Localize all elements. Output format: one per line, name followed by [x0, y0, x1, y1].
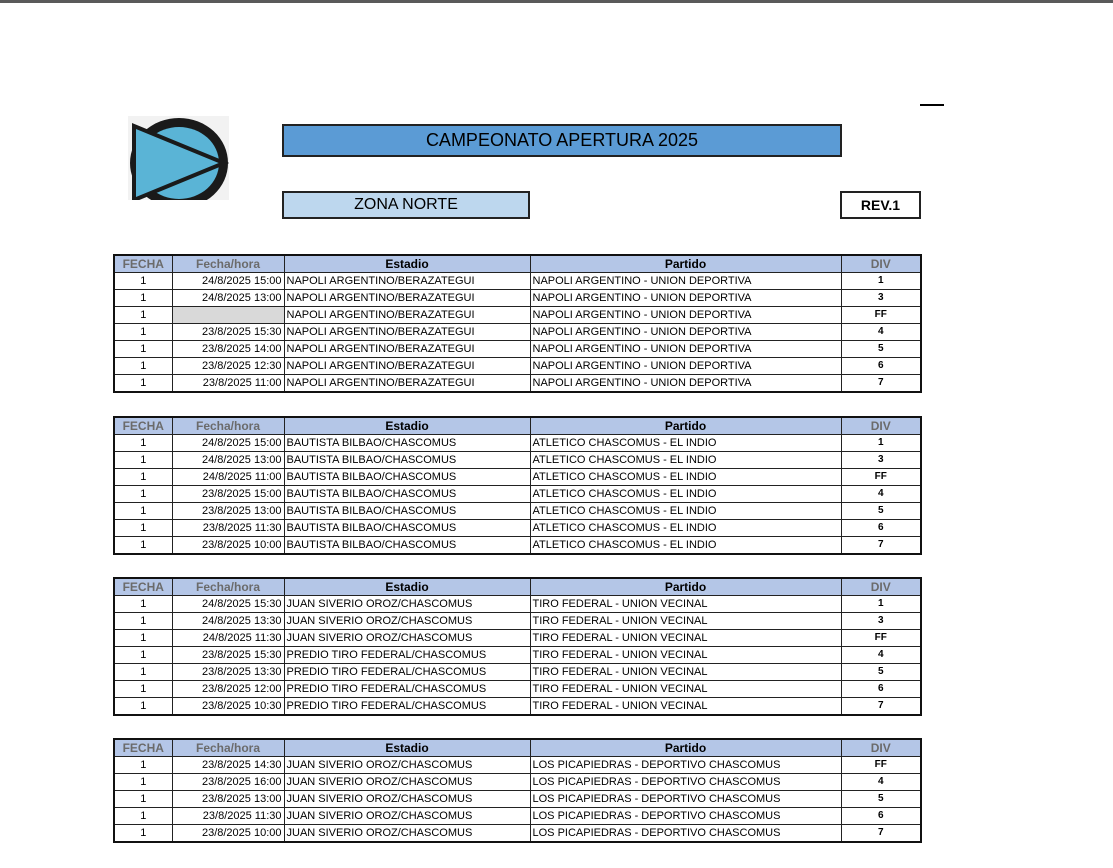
cell-match: ATLETICO CHASCOMUS - EL INDIO [530, 520, 841, 537]
cell-match: LOS PICAPIEDRAS - DEPORTIVO CHASCOMUS [530, 808, 841, 825]
table-row [114, 613, 921, 630]
cell-fecha: 1 [114, 808, 172, 825]
table-header-row [114, 417, 921, 435]
cell-div: 4 [841, 324, 921, 341]
table-header-row [114, 739, 921, 757]
column-header-fecha: FECHA [114, 578, 172, 596]
table-row [114, 757, 921, 774]
cell-stadium: NAPOLI ARGENTINO/BERAZATEGUI [284, 358, 530, 375]
table-row [114, 664, 921, 681]
cell-div: 3 [841, 613, 921, 630]
table-row [114, 503, 921, 520]
cell-fecha: 1 [114, 341, 172, 358]
cell-datetime: 24/8/2025 13:00 [172, 290, 284, 307]
column-header-fecha-hora: Fecha/hora [172, 578, 284, 596]
cell-datetime: 24/8/2025 13:00 [172, 452, 284, 469]
cell-fecha: 1 [114, 681, 172, 698]
cell-datetime [172, 307, 284, 324]
cell-match: TIRO FEDERAL - UNION VECINAL [530, 664, 841, 681]
cell-div: 1 [841, 596, 921, 613]
cell-fecha: 1 [114, 613, 172, 630]
cell-fecha: 1 [114, 664, 172, 681]
cell-datetime: 24/8/2025 13:30 [172, 613, 284, 630]
cell-match: NAPOLI ARGENTINO - UNION DEPORTIVA [530, 375, 841, 393]
cell-datetime: 24/8/2025 15:30 [172, 596, 284, 613]
cell-stadium: NAPOLI ARGENTINO/BERAZATEGUI [284, 324, 530, 341]
cell-fecha: 1 [114, 757, 172, 774]
cell-stadium: JUAN SIVERIO OROZ/CHASCOMUS [284, 757, 530, 774]
cell-div: 1 [841, 273, 921, 290]
cell-stadium: NAPOLI ARGENTINO/BERAZATEGUI [284, 341, 530, 358]
cell-stadium: NAPOLI ARGENTINO/BERAZATEGUI [284, 375, 530, 393]
cell-match: ATLETICO CHASCOMUS - EL INDIO [530, 486, 841, 503]
top-border-line [0, 0, 1113, 3]
cell-stadium: BAUTISTA BILBAO/CHASCOMUS [284, 435, 530, 452]
cell-div: 5 [841, 664, 921, 681]
cell-match: NAPOLI ARGENTINO - UNION DEPORTIVA [530, 307, 841, 324]
cell-match: TIRO FEDERAL - UNION VECINAL [530, 613, 841, 630]
cell-fecha: 1 [114, 647, 172, 664]
cell-stadium: BAUTISTA BILBAO/CHASCOMUS [284, 520, 530, 537]
cell-datetime: 23/8/2025 10:00 [172, 825, 284, 843]
cell-stadium: NAPOLI ARGENTINO/BERAZATEGUI [284, 290, 530, 307]
cell-datetime: 24/8/2025 11:00 [172, 469, 284, 486]
cell-stadium: PREDIO TIRO FEDERAL/CHASCOMUS [284, 664, 530, 681]
cell-div: 6 [841, 358, 921, 375]
cell-datetime: 23/8/2025 11:30 [172, 808, 284, 825]
column-header-estadio: Estadio [284, 578, 530, 596]
schedule-table [113, 738, 922, 843]
cell-div: 6 [841, 520, 921, 537]
cell-match: NAPOLI ARGENTINO - UNION DEPORTIVA [530, 341, 841, 358]
cell-match: NAPOLI ARGENTINO - UNION DEPORTIVA [530, 324, 841, 341]
cell-stadium: JUAN SIVERIO OROZ/CHASCOMUS [284, 630, 530, 647]
cell-datetime: 23/8/2025 16:00 [172, 774, 284, 791]
cell-match: NAPOLI ARGENTINO - UNION DEPORTIVA [530, 273, 841, 290]
cell-stadium: BAUTISTA BILBAO/CHASCOMUS [284, 452, 530, 469]
championship-title: CAMPEONATO APERTURA 2025 [282, 124, 842, 157]
cell-fecha: 1 [114, 358, 172, 375]
league-logo [128, 116, 229, 210]
column-header-fecha-hora: Fecha/hora [172, 417, 284, 435]
column-header-div: DIV [841, 739, 921, 757]
cell-fecha: 1 [114, 698, 172, 716]
cell-datetime: 24/8/2025 15:00 [172, 435, 284, 452]
table-row [114, 358, 921, 375]
cell-datetime: 23/8/2025 11:00 [172, 375, 284, 393]
cell-stadium: BAUTISTA BILBAO/CHASCOMUS [284, 486, 530, 503]
cell-div: 3 [841, 290, 921, 307]
cell-fecha: 1 [114, 435, 172, 452]
cell-fecha: 1 [114, 324, 172, 341]
cell-div: 4 [841, 486, 921, 503]
cell-fecha: 1 [114, 273, 172, 290]
cell-stadium: JUAN SIVERIO OROZ/CHASCOMUS [284, 774, 530, 791]
column-header-partido: Partido [530, 417, 841, 435]
cell-div: FF [841, 307, 921, 324]
column-header-partido: Partido [530, 578, 841, 596]
cell-match: ATLETICO CHASCOMUS - EL INDIO [530, 452, 841, 469]
table-row [114, 698, 921, 716]
cell-stadium: JUAN SIVERIO OROZ/CHASCOMUS [284, 808, 530, 825]
cell-datetime: 23/8/2025 10:00 [172, 537, 284, 555]
cell-datetime: 23/8/2025 10:30 [172, 698, 284, 716]
zone-label: ZONA NORTE [282, 191, 530, 219]
column-header-div: DIV [841, 417, 921, 435]
cell-match: ATLETICO CHASCOMUS - EL INDIO [530, 435, 841, 452]
cell-div: FF [841, 469, 921, 486]
cell-stadium: JUAN SIVERIO OROZ/CHASCOMUS [284, 613, 530, 630]
column-header-fecha: FECHA [114, 739, 172, 757]
cell-datetime: 23/8/2025 11:30 [172, 520, 284, 537]
table-row [114, 486, 921, 503]
table-row [114, 520, 921, 537]
cell-datetime: 23/8/2025 13:00 [172, 791, 284, 808]
column-header-estadio: Estadio [284, 417, 530, 435]
table-row [114, 774, 921, 791]
cell-datetime: 23/8/2025 12:00 [172, 681, 284, 698]
table-row [114, 596, 921, 613]
cell-fecha: 1 [114, 537, 172, 555]
cell-match: LOS PICAPIEDRAS - DEPORTIVO CHASCOMUS [530, 757, 841, 774]
table-row [114, 791, 921, 808]
cell-fecha: 1 [114, 791, 172, 808]
table-row [114, 324, 921, 341]
table-header-row [114, 255, 921, 273]
cell-stadium: BAUTISTA BILBAO/CHASCOMUS [284, 469, 530, 486]
cell-div: 1 [841, 435, 921, 452]
cell-match: LOS PICAPIEDRAS - DEPORTIVO CHASCOMUS [530, 774, 841, 791]
table-row [114, 375, 921, 393]
column-header-fecha-hora: Fecha/hora [172, 255, 284, 273]
table-row [114, 290, 921, 307]
cell-div: 5 [841, 503, 921, 520]
table-row [114, 630, 921, 647]
cell-stadium: NAPOLI ARGENTINO/BERAZATEGUI [284, 307, 530, 324]
cell-fecha: 1 [114, 486, 172, 503]
cell-datetime: 23/8/2025 15:30 [172, 324, 284, 341]
column-header-estadio: Estadio [284, 739, 530, 757]
table-row [114, 273, 921, 290]
table-row [114, 681, 921, 698]
cell-stadium: JUAN SIVERIO OROZ/CHASCOMUS [284, 596, 530, 613]
cell-div: 6 [841, 808, 921, 825]
table-row [114, 808, 921, 825]
cell-fecha: 1 [114, 307, 172, 324]
table-row [114, 341, 921, 358]
cell-datetime: 23/8/2025 13:00 [172, 503, 284, 520]
cell-div: 5 [841, 791, 921, 808]
cell-stadium: BAUTISTA BILBAO/CHASCOMUS [284, 503, 530, 520]
cell-div: 5 [841, 341, 921, 358]
cell-fecha: 1 [114, 469, 172, 486]
cell-match: LOS PICAPIEDRAS - DEPORTIVO CHASCOMUS [530, 791, 841, 808]
cell-stadium: PREDIO TIRO FEDERAL/CHASCOMUS [284, 698, 530, 716]
cell-datetime: 23/8/2025 14:30 [172, 757, 284, 774]
cell-fecha: 1 [114, 825, 172, 843]
cell-datetime: 23/8/2025 12:30 [172, 358, 284, 375]
cell-datetime: 23/8/2025 13:30 [172, 664, 284, 681]
column-header-fecha: FECHA [114, 417, 172, 435]
cell-div: 7 [841, 698, 921, 716]
cell-stadium: NAPOLI ARGENTINO/BERAZATEGUI [284, 273, 530, 290]
cell-fecha: 1 [114, 774, 172, 791]
table-row [114, 537, 921, 555]
cell-div: FF [841, 757, 921, 774]
cell-match: NAPOLI ARGENTINO - UNION DEPORTIVA [530, 358, 841, 375]
cell-match: TIRO FEDERAL - UNION VECINAL [530, 647, 841, 664]
cell-fecha: 1 [114, 290, 172, 307]
cell-datetime: 23/8/2025 15:00 [172, 486, 284, 503]
table-header-row [114, 578, 921, 596]
cell-div: 7 [841, 375, 921, 393]
table-row [114, 307, 921, 324]
cell-div: 3 [841, 452, 921, 469]
cell-div: 4 [841, 647, 921, 664]
dash-mark [920, 104, 944, 106]
cell-match: ATLETICO CHASCOMUS - EL INDIO [530, 469, 841, 486]
cell-stadium: JUAN SIVERIO OROZ/CHASCOMUS [284, 825, 530, 843]
cell-match: TIRO FEDERAL - UNION VECINAL [530, 630, 841, 647]
cell-match: LOS PICAPIEDRAS - DEPORTIVO CHASCOMUS [530, 825, 841, 843]
cell-stadium: PREDIO TIRO FEDERAL/CHASCOMUS [284, 647, 530, 664]
cell-fecha: 1 [114, 630, 172, 647]
column-header-div: DIV [841, 578, 921, 596]
cell-match: TIRO FEDERAL - UNION VECINAL [530, 698, 841, 716]
cell-fecha: 1 [114, 452, 172, 469]
column-header-fecha-hora: Fecha/hora [172, 739, 284, 757]
cell-match: NAPOLI ARGENTINO - UNION DEPORTIVA [530, 290, 841, 307]
cell-match: TIRO FEDERAL - UNION VECINAL [530, 596, 841, 613]
cell-div: FF [841, 630, 921, 647]
column-header-div: DIV [841, 255, 921, 273]
table-row [114, 469, 921, 486]
cell-stadium: JUAN SIVERIO OROZ/CHASCOMUS [284, 791, 530, 808]
cell-stadium: PREDIO TIRO FEDERAL/CHASCOMUS [284, 681, 530, 698]
table-row [114, 452, 921, 469]
cell-datetime: 24/8/2025 11:30 [172, 630, 284, 647]
cell-match: ATLETICO CHASCOMUS - EL INDIO [530, 537, 841, 555]
cell-div: 6 [841, 681, 921, 698]
revision-label: REV.1 [840, 191, 921, 219]
column-header-partido: Partido [530, 739, 841, 757]
table-row [114, 825, 921, 843]
column-header-estadio: Estadio [284, 255, 530, 273]
cell-match: TIRO FEDERAL - UNION VECINAL [530, 681, 841, 698]
cell-stadium: BAUTISTA BILBAO/CHASCOMUS [284, 537, 530, 555]
schedule-table [113, 577, 922, 716]
cell-fecha: 1 [114, 503, 172, 520]
table-row [114, 647, 921, 664]
cell-match: ATLETICO CHASCOMUS - EL INDIO [530, 503, 841, 520]
cell-div: 4 [841, 774, 921, 791]
table-row [114, 435, 921, 452]
column-header-partido: Partido [530, 255, 841, 273]
cell-fecha: 1 [114, 520, 172, 537]
schedule-table [113, 416, 922, 555]
cell-fecha: 1 [114, 375, 172, 393]
cell-div: 7 [841, 537, 921, 555]
cell-div: 7 [841, 825, 921, 843]
column-header-fecha: FECHA [114, 255, 172, 273]
cell-datetime: 24/8/2025 15:00 [172, 273, 284, 290]
cell-datetime: 23/8/2025 15:30 [172, 647, 284, 664]
cell-fecha: 1 [114, 596, 172, 613]
cell-datetime: 23/8/2025 14:00 [172, 341, 284, 358]
schedule-table [113, 254, 922, 393]
